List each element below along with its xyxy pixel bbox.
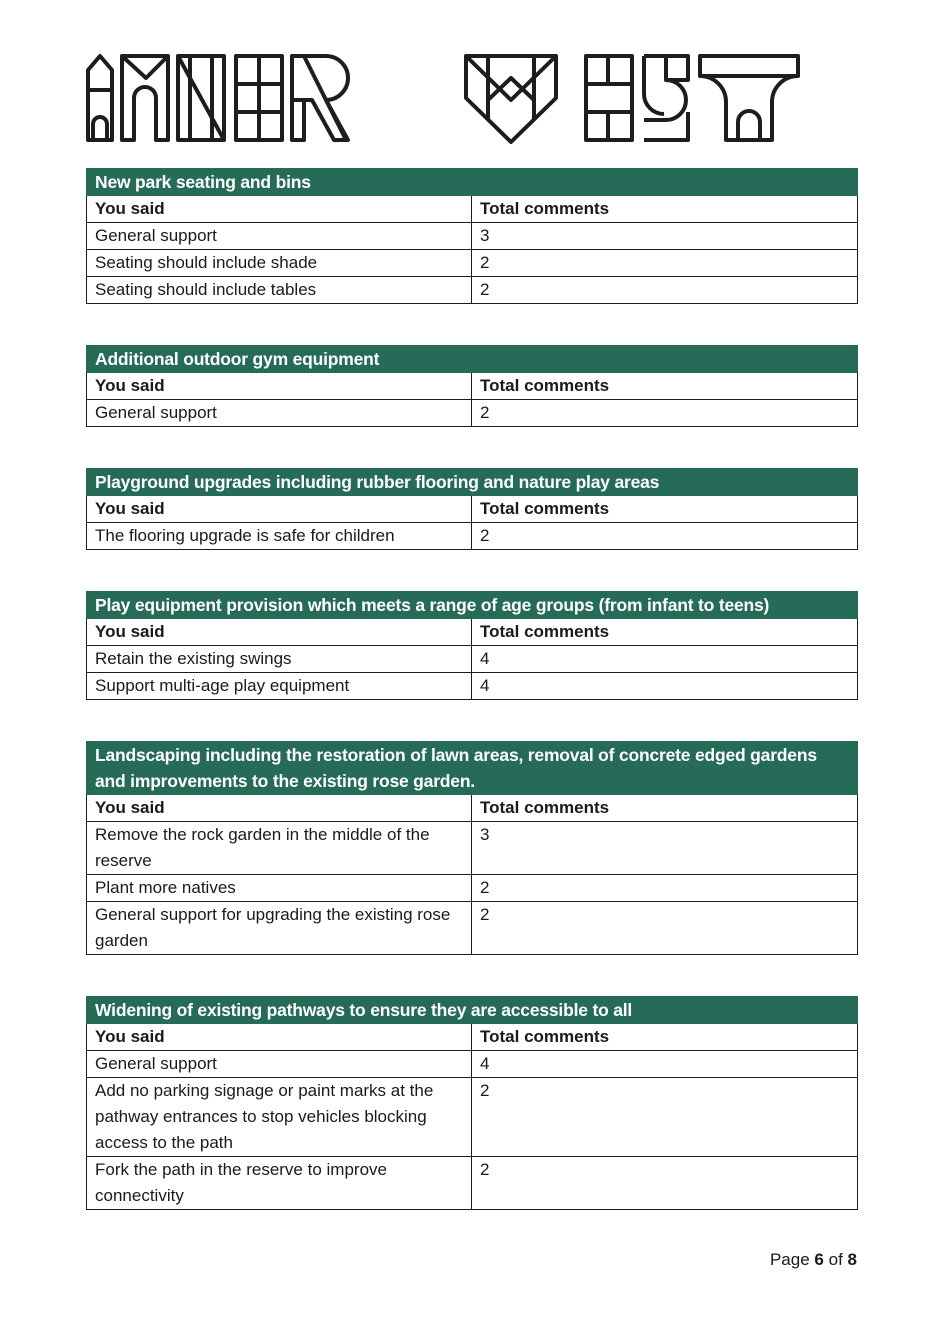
- table-row: [87, 822, 858, 875]
- logo-letter-n: [122, 56, 168, 140]
- section-title: Widening of existing pathways to ensure they are accessible to all: [87, 997, 858, 1024]
- comment-text: The flooring upgrade is safe for children: [87, 523, 472, 550]
- table-row: [87, 1157, 858, 1210]
- comment-count: 2: [472, 277, 858, 304]
- comment-text: Remove the rock garden in the middle of the reserve: [87, 822, 472, 875]
- comment-count: 2: [472, 902, 858, 955]
- inner-west-logo: [86, 54, 802, 144]
- table-row: [87, 875, 858, 902]
- column-header-you-said: You said: [87, 619, 472, 646]
- comment-count: 2: [472, 1078, 858, 1157]
- logo-letter-r: [292, 56, 348, 140]
- total-pages: 8: [847, 1250, 857, 1269]
- column-header-you-said: You said: [87, 373, 472, 400]
- page-number: [770, 1250, 857, 1270]
- comment-count: 2: [472, 875, 858, 902]
- comment-text: Retain the existing swings: [87, 646, 472, 673]
- table-row: [87, 223, 858, 250]
- section-table-playground: [86, 468, 858, 550]
- section-table-seating: [86, 168, 858, 304]
- comment-count: 2: [472, 250, 858, 277]
- page-label: Page: [769, 1250, 810, 1269]
- comment-count: 3: [472, 223, 858, 250]
- comment-count: 4: [472, 673, 858, 700]
- column-header-you-said: You said: [87, 196, 472, 223]
- column-header-you-said: You said: [87, 496, 472, 523]
- logo-letter-e-2: [586, 56, 632, 140]
- comment-count: 4: [472, 1051, 858, 1078]
- of-label: of: [828, 1250, 843, 1269]
- comment-text: Fork the path in the reserve to improve connectivity: [87, 1157, 472, 1210]
- table-row: [87, 1078, 858, 1157]
- comment-text: General support for upgrading the existing rose garden: [87, 902, 472, 955]
- comment-text: General support: [87, 400, 472, 427]
- column-header-you-said: You said: [87, 795, 472, 822]
- comment-count: 2: [472, 400, 858, 427]
- column-header-total-comments: Total comments: [472, 1024, 858, 1051]
- column-header-total-comments: Total comments: [472, 496, 858, 523]
- logo-letter-e: [236, 56, 282, 140]
- column-header-you-said: You said: [87, 1024, 472, 1051]
- feedback-tables: [86, 168, 857, 1210]
- logo-letter-n-2: [178, 56, 224, 140]
- comment-text: Support multi-age play equipment: [87, 673, 472, 700]
- section-table-play-equipment: [86, 591, 858, 700]
- column-header-total-comments: Total comments: [472, 196, 858, 223]
- logo-letter-t: [700, 56, 798, 140]
- logo-letter-s: [644, 56, 688, 140]
- comment-count: 2: [472, 523, 858, 550]
- table-row: [87, 673, 858, 700]
- column-header-total-comments: Total comments: [472, 373, 858, 400]
- comment-count: 4: [472, 646, 858, 673]
- section-table-pathways: [86, 996, 858, 1210]
- table-row: [87, 646, 858, 673]
- comment-text: Add no parking signage or paint marks at the pathway entrances to stop vehicles blocking access to the path: [87, 1078, 472, 1157]
- section-table-gym: [86, 345, 858, 427]
- logo-letter-i: [88, 56, 112, 140]
- table-row: [87, 523, 858, 550]
- table-row: [87, 400, 858, 427]
- table-row: [87, 250, 858, 277]
- table-row: [87, 1051, 858, 1078]
- comment-count: 3: [472, 822, 858, 875]
- comment-text: Seating should include tables: [87, 277, 472, 304]
- section-title: Additional outdoor gym equipment: [87, 346, 858, 373]
- section-table-landscaping: [86, 741, 858, 955]
- comment-text: General support: [87, 1051, 472, 1078]
- comment-text: Plant more natives: [87, 875, 472, 902]
- table-row: [87, 277, 858, 304]
- section-title: New park seating and bins: [87, 169, 858, 196]
- comment-count: 2: [472, 1157, 858, 1210]
- column-header-total-comments: Total comments: [472, 795, 858, 822]
- section-title: Landscaping including the restoration of lawn areas, removal of concrete edged gardens and improvements to the existing rose garden.: [87, 742, 858, 795]
- section-title: Play equipment provision which meets a range of age groups (from infant to teens): [87, 592, 858, 619]
- column-header-total-comments: Total comments: [472, 619, 858, 646]
- comment-text: General support: [87, 223, 472, 250]
- logo-letter-w: [466, 56, 556, 142]
- current-page: 6: [814, 1250, 824, 1269]
- comment-text: Seating should include shade: [87, 250, 472, 277]
- section-title: Playground upgrades including rubber flooring and nature play areas: [87, 469, 858, 496]
- table-row: [87, 902, 858, 955]
